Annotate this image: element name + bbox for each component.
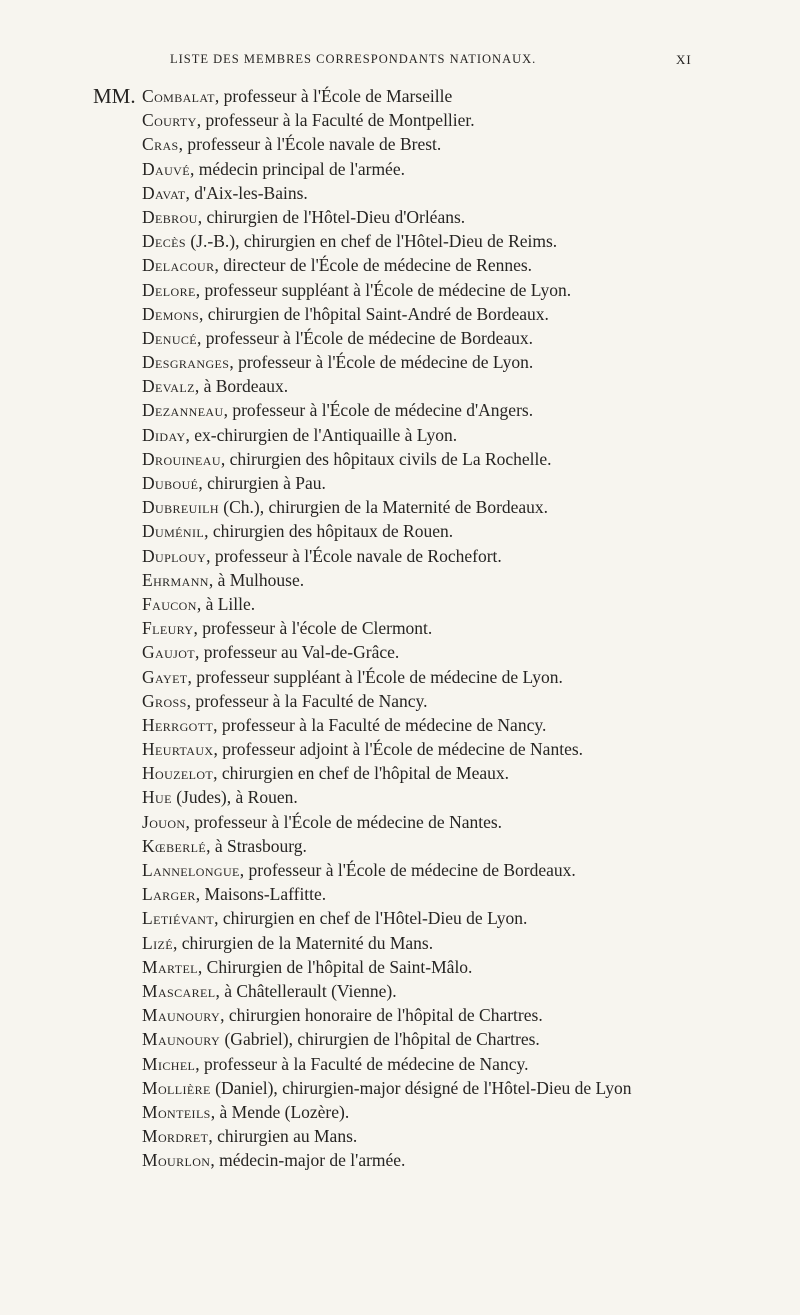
member-detail: , médecin-major de l'armée. — [210, 1150, 406, 1171]
member-detail: , professeur à l'École de médecine de Lyon. — [229, 352, 534, 373]
member-entry — [142, 689, 792, 713]
member-detail: , chirurgien en chef de l'hôpital de Meaux. — [213, 763, 510, 784]
member-entry — [142, 519, 792, 543]
member-detail: , professeur à l'École de médecine de Bordeaux. — [197, 327, 534, 348]
member-detail: , professeur à l'École de médecine de Nantes. — [185, 811, 503, 832]
member-name: Faucon — [142, 593, 197, 614]
member-name: Herrgott — [142, 714, 214, 735]
member-entry — [142, 931, 792, 955]
member-name: Mourlon — [142, 1150, 211, 1171]
member-detail: , d'Aix-les-Bains. — [185, 182, 308, 203]
member-entry — [142, 398, 792, 422]
member-entry — [142, 834, 792, 858]
member-name: Davat — [142, 182, 186, 203]
member-name: Lizé — [142, 932, 173, 953]
member-entry — [142, 471, 792, 495]
member-entry — [142, 1003, 792, 1027]
member-name: Diday — [142, 424, 186, 445]
member-entry — [142, 1124, 792, 1148]
member-entry — [142, 1027, 792, 1051]
member-entry — [142, 157, 792, 181]
member-name: Duboué — [142, 473, 199, 493]
member-name: Houzelot — [142, 763, 214, 784]
member-detail: , chirurgien au Mans. — [208, 1126, 358, 1147]
member-name: Larger — [142, 884, 196, 905]
member-entry — [142, 592, 792, 616]
member-entry — [142, 350, 792, 374]
member-name: Lannelongue — [142, 860, 240, 880]
member-detail: , professeur à la Faculté de Montpellier. — [196, 110, 475, 131]
member-name: Demons — [142, 303, 200, 324]
member-name: Gaujot — [142, 642, 196, 663]
member-detail: , médecin principal de l'armée. — [189, 158, 405, 179]
member-name: Maunoury — [142, 1005, 221, 1026]
member-name: Dauvé — [142, 158, 190, 179]
member-name: Hue — [142, 787, 172, 808]
member-detail: , professeur à la Faculté de médecine de Nancy. — [213, 714, 547, 735]
member-entry — [142, 616, 792, 640]
member-name: Monteils — [142, 1101, 211, 1122]
member-entry — [142, 882, 792, 906]
member-detail: , Chirurgien de l'hôpital de Saint-Mâlo. — [197, 956, 473, 977]
member-name: Letiévant — [142, 908, 215, 929]
member-entry — [142, 979, 792, 1003]
member-entry — [142, 906, 792, 930]
member-entry — [142, 423, 792, 447]
member-detail: , chirurgien de l'Hôtel-Dieu d'Orléans. — [197, 206, 466, 227]
member-entry — [142, 785, 792, 809]
member-entry — [142, 374, 792, 398]
member-name: Michel — [142, 1053, 196, 1074]
member-entry — [142, 1148, 792, 1172]
member-name: Dezanneau — [142, 400, 224, 421]
member-name: Devalz — [142, 376, 195, 397]
member-name: Mollière — [142, 1077, 211, 1098]
member-detail: , professeur à l'École navale de Brest. — [178, 134, 442, 155]
member-name: Desgranges — [142, 352, 230, 373]
member-detail: , à Mende (Lozère). — [210, 1101, 350, 1122]
member-name: Fleury — [142, 618, 194, 639]
member-entry — [142, 858, 792, 882]
member-detail: , ex-chirurgien de l'Antiquaille à Lyon. — [185, 424, 458, 445]
member-name: Gayet — [142, 666, 188, 687]
member-detail: , directeur de l'École de médecine de Rennes. — [214, 255, 533, 276]
member-detail: , à Strasbourg. — [206, 835, 307, 856]
member-detail: , professeur suppléant à l'École de médecine de Lyon. — [195, 279, 572, 300]
member-detail: , chirurgien des hôpitaux de Rouen. — [204, 521, 454, 542]
member-detail: (Daniel), chirurgien-major désigné de l'Hôtel-Dieu de Lyon — [210, 1077, 632, 1098]
member-name: Kœberlé — [142, 835, 207, 856]
member-entry — [142, 1076, 792, 1100]
member-entry — [142, 761, 792, 785]
running-title: LISTE DES MEMBRES CORRESPONDANTS NATIONAUX. — [170, 52, 537, 66]
member-entry — [142, 253, 792, 277]
member-name: Duplouy — [142, 545, 207, 566]
member-detail: , professeur à la Faculté de médecine de Nancy. — [195, 1053, 529, 1074]
member-entry — [142, 665, 792, 689]
member-detail: , professeur à l'école de Clermont. — [193, 618, 433, 639]
member-detail: , professeur à l'École navale de Rochefort. — [206, 545, 502, 566]
member-name: Maunoury — [142, 1029, 221, 1050]
member-detail: , chirurgien de l'hôpital Saint-André de Bordeaux. — [199, 303, 549, 324]
member-detail: , professeur au Val-de-Grâce. — [195, 642, 400, 663]
member-detail: (Judes), à Rouen. — [171, 787, 298, 808]
member-detail: , professeur adjoint à l'École de médecine de Nantes. — [213, 739, 584, 760]
member-entry — [142, 278, 792, 302]
member-entry — [142, 84, 792, 108]
member-entry — [142, 810, 792, 834]
member-detail: (Ch.), chirurgien de la Maternité de Bordeaux. — [218, 497, 549, 518]
member-detail: , à Lille. — [196, 593, 256, 614]
member-entry — [142, 132, 792, 156]
page-header — [0, 52, 800, 72]
member-detail: , à Mulhouse. — [208, 569, 305, 590]
member-detail: , chirurgien de la Maternité du Mans. — [172, 932, 434, 953]
member-entry — [142, 1100, 792, 1124]
member-detail: , à Bordeaux. — [194, 376, 289, 397]
member-name: Heurtaux — [142, 739, 214, 760]
member-detail: , professeur à l'École de médecine d'Angers. — [223, 400, 534, 421]
member-entry — [142, 713, 792, 737]
member-entry — [142, 737, 792, 761]
member-name: Debrou — [142, 206, 198, 227]
page-number: XI — [676, 52, 692, 67]
member-detail: (Gabriel), chirurgien de l'hôpital de Chartres. — [220, 1029, 540, 1050]
member-name: Decès — [142, 231, 186, 252]
member-name: Denucé — [142, 327, 198, 348]
member-entry — [142, 544, 792, 568]
member-detail: , à Châtellerault (Vienne). — [215, 980, 397, 1001]
member-name: Delacour — [142, 255, 215, 276]
member-name: Jouon — [142, 811, 186, 832]
member-entry — [142, 205, 792, 229]
member-detail: , professeur à l'École de médecine de Bordeaux. — [239, 860, 576, 880]
member-name: Mascarel — [142, 980, 216, 1001]
member-detail: , chirurgien honoraire de l'hôpital de Chartres. — [220, 1005, 543, 1026]
member-entry — [142, 447, 792, 471]
member-detail: , chirurgien à Pau. — [198, 473, 326, 493]
member-name: Combalat — [142, 86, 215, 106]
member-entry — [142, 326, 792, 350]
member-name: Dubreuilh — [142, 497, 219, 518]
member-entry — [142, 955, 792, 979]
member-name: Courty — [142, 110, 197, 131]
member-entry — [142, 108, 792, 132]
member-name: Gross — [142, 690, 187, 711]
member-detail: (J.-B.), chirurgien en chef de l'Hôtel-Dieu de Reims. — [185, 231, 558, 252]
member-entry — [142, 302, 792, 326]
member-name: Mordret — [142, 1126, 209, 1147]
member-name: Drouineau — [142, 448, 221, 469]
member-name: Duménil — [142, 521, 205, 542]
member-detail: , chirurgien en chef de l'Hôtel-Dieu de Lyon. — [214, 908, 528, 929]
honorific-prefix: MM. — [93, 84, 136, 108]
member-entry — [142, 181, 792, 205]
member-entry — [142, 568, 792, 592]
member-list — [142, 84, 792, 1172]
member-detail: , Maisons-Laffitte. — [195, 884, 327, 905]
member-detail: , professeur à l'École de Marseille — [214, 86, 453, 106]
member-detail: , professeur à la Faculté de Nancy. — [186, 690, 428, 711]
member-detail: , professeur suppléant à l'École de médecine de Lyon. — [187, 666, 563, 687]
member-name: Delore — [142, 279, 196, 300]
member-name: Cras — [142, 134, 179, 155]
member-entry — [142, 640, 792, 664]
member-entry — [142, 229, 792, 253]
member-entry — [142, 495, 792, 519]
member-detail: , chirurgien des hôpitaux civils de La Rochelle. — [220, 448, 552, 469]
member-name: Ehrmann — [142, 569, 209, 590]
member-entry — [142, 1052, 792, 1076]
member-name: Martel — [142, 956, 198, 977]
